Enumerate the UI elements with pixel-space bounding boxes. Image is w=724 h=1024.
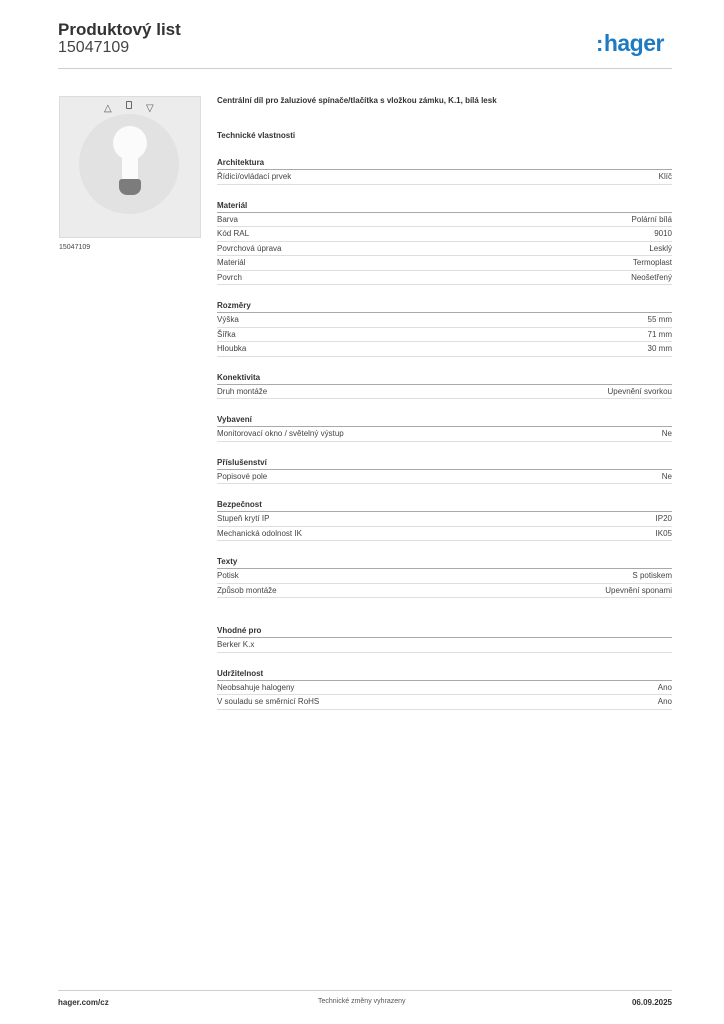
spec-section	[217, 625, 672, 653]
image-caption: 15047109	[59, 244, 91, 251]
footer-notice: Technické změny vyhrazeny	[318, 998, 406, 1005]
spec-section	[217, 200, 672, 286]
section-title: Texty	[217, 556, 672, 569]
spec-row	[217, 569, 672, 584]
section-title: Architektura	[217, 157, 672, 170]
spec-value: Ano	[657, 682, 672, 692]
arrow-down-icon: ▽	[146, 103, 154, 114]
spec-row	[217, 242, 672, 257]
spec-row	[217, 527, 672, 542]
section-title: Příslušenství	[217, 457, 672, 470]
section-title: Rozměry	[217, 300, 672, 313]
spec-row	[217, 385, 672, 400]
spec-row	[217, 695, 672, 710]
spec-label: Výška	[217, 315, 239, 324]
spec-row	[217, 328, 672, 343]
spec-row	[217, 427, 672, 442]
spec-label: Berker K.x	[217, 640, 255, 649]
spec-label: Řídicí/ovládací prvek	[217, 172, 292, 181]
spec-row	[217, 470, 672, 485]
section-title: Vhodné pro	[217, 625, 672, 638]
spec-value: Ano	[657, 697, 672, 706]
technical-properties-title: Technické vlastnosti	[217, 131, 296, 140]
spec-row	[217, 313, 672, 328]
spec-section	[217, 372, 672, 400]
spec-section	[217, 157, 672, 185]
spec-label: Šířka	[217, 329, 236, 339]
section-title: Materiál	[217, 200, 672, 213]
spec-value: Lesklý	[649, 243, 672, 253]
spec-label: Povrchová úprava	[217, 243, 282, 253]
hager-logo	[596, 30, 664, 57]
section-title: Konektivita	[217, 372, 672, 385]
spec-label: Způsob montáže	[217, 585, 277, 595]
spec-content	[217, 95, 672, 710]
logo-text: hager	[603, 30, 664, 56]
logo-colon-mark: :	[596, 31, 603, 56]
spec-section	[217, 556, 672, 598]
footer-website: hager.com/cz	[58, 998, 109, 1007]
spec-row	[217, 584, 672, 599]
spec-label: Hloubka	[217, 344, 247, 353]
spec-value: IP20	[655, 514, 672, 523]
article-number: 15047109	[58, 39, 130, 56]
lock-cylinder	[119, 179, 141, 195]
spec-label: V souladu se směrnicí RoHS	[217, 697, 320, 706]
spec-row	[217, 256, 672, 271]
spec-label: Druh montáže	[217, 386, 268, 396]
product-description: Centrální díl pro žaluziové spínače/tlačítka s vložkou zámku, K.1, bílá lesk	[217, 96, 497, 105]
spec-row	[217, 271, 672, 286]
spec-section	[217, 300, 672, 357]
spec-section	[217, 457, 672, 485]
spec-value: Neošetřený	[631, 272, 672, 282]
spec-row	[217, 512, 672, 527]
spec-sections	[217, 157, 672, 710]
spec-value: Polární bílá	[631, 214, 672, 224]
spec-section	[217, 414, 672, 442]
spec-label: Stupeň krytí IP	[217, 514, 270, 523]
spec-value: 30 mm	[647, 344, 672, 353]
spec-row	[217, 170, 672, 185]
lock-icon	[126, 101, 132, 109]
product-image	[59, 96, 201, 238]
spec-label: Popisové pole	[217, 471, 268, 481]
footer-divider	[58, 990, 672, 991]
spec-value: Upevnění svorkou	[607, 386, 672, 396]
spec-label: Barva	[217, 214, 238, 224]
footer-date: 06.09.2025	[631, 998, 672, 1007]
spec-value: 71 mm	[647, 329, 672, 339]
page-title: Produktový list	[58, 20, 181, 39]
spec-value: Klíč	[658, 172, 672, 181]
spec-value: S potiskem	[632, 571, 672, 580]
spec-label: Kód RAL	[217, 229, 250, 238]
spec-label: Neobsahuje halogeny	[217, 682, 295, 692]
spec-value: Ne	[661, 471, 672, 481]
spec-row	[217, 227, 672, 242]
spec-value: IK05	[655, 528, 672, 538]
arrow-up-icon: △	[104, 103, 112, 114]
spec-label: Potisk	[217, 571, 239, 580]
section-title: Udržitelnost	[217, 668, 672, 681]
header-divider	[58, 68, 672, 69]
spec-section	[217, 499, 672, 541]
spec-row	[217, 638, 672, 653]
spec-value: 55 mm	[647, 315, 672, 324]
spec-row	[217, 213, 672, 228]
spec-label: Monitorovací okno / světelný výstup	[217, 429, 344, 438]
spec-value: 9010	[654, 229, 672, 238]
section-title: Vybavení	[217, 414, 672, 427]
spec-row	[217, 342, 672, 357]
spec-value: Termoplast	[632, 258, 672, 267]
spec-row	[217, 681, 672, 696]
section-title: Bezpečnost	[217, 499, 672, 512]
spec-label: Povrch	[217, 272, 242, 282]
spec-section	[217, 668, 672, 710]
spec-label: Mechanická odolnost IK	[217, 528, 302, 538]
spec-value: Ne	[661, 429, 672, 438]
spec-label: Materiál	[217, 258, 246, 267]
spec-value: Upevnění sponami	[605, 585, 672, 595]
